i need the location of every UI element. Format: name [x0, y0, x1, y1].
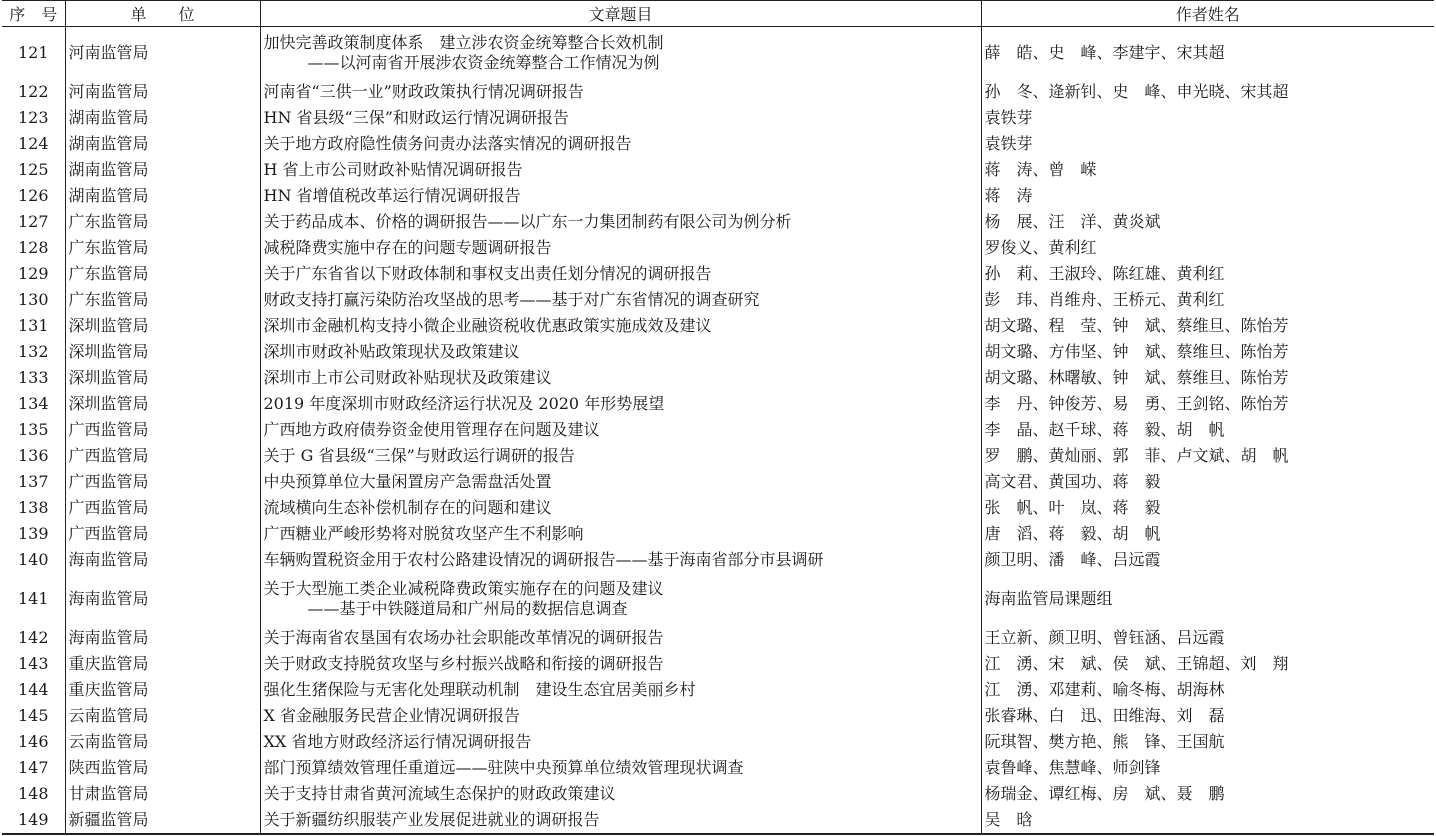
row-unit: 广西监管局: [65, 495, 260, 521]
row-title: 2019 年度深圳市财政经济运行状况及 2020 年形势展望: [260, 391, 981, 417]
table-row: [2, 209, 1434, 235]
row-author: 江 湧、宋 斌、侯 斌、王锦超、刘 翔: [984, 654, 1289, 673]
row-number: 143: [2, 651, 65, 677]
row-unit: 河南监管局: [65, 79, 260, 105]
row-title: 关于 G 省县级“三保”与财政运行调研的报告: [260, 443, 981, 469]
row-unit: 海南监管局: [65, 573, 260, 625]
table-row: [2, 677, 1434, 703]
row-title: 深圳市财政补贴政策现状及政策建议: [260, 339, 981, 365]
row-title: [260, 573, 981, 625]
table-row: [2, 781, 1434, 807]
row-author: 胡文璐、林曙敏、钟 斌、蔡维旦、陈怡芳: [984, 368, 1289, 387]
row-number: 122: [2, 79, 65, 105]
row-author: 胡文璐、方伟坚、钟 斌、蔡维旦、陈怡芳: [984, 342, 1289, 361]
row-author: 王立新、颜卫明、曾钰涵、吕远霞: [984, 628, 1225, 647]
row-title: 财政支持打赢污染防治攻坚战的思考——基于对广东省情况的调查研究: [260, 287, 981, 313]
table-row: [2, 417, 1434, 443]
row-number: 137: [2, 469, 65, 495]
row-unit: 广西监管局: [65, 417, 260, 443]
row-unit: 广西监管局: [65, 469, 260, 495]
table-row: [2, 157, 1434, 183]
row-title: 车辆购置税资金用于农村公路建设情况的调研报告——基于海南省部分市县调研: [260, 547, 981, 573]
row-author: 李 丹、钟俊芳、易 勇、王剑铭、陈怡芳: [984, 394, 1289, 413]
row-number: 127: [2, 209, 65, 235]
row-number: 124: [2, 131, 65, 157]
row-title: X 省金融服务民营企业情况调研报告: [260, 703, 981, 729]
row-author: 高文君、黄国功、蒋 毅: [984, 472, 1161, 491]
row-unit: 广东监管局: [65, 287, 260, 313]
row-unit: 湖南监管局: [65, 131, 260, 157]
table-row: [2, 521, 1434, 547]
row-author: 薛 皓、史 峰、李建宇、宋其超: [984, 43, 1225, 62]
row-author: 李 晶、赵千球、蒋 毅、胡 帆: [984, 420, 1225, 439]
row-author: 海南监管局课题组: [984, 589, 1113, 608]
row-number: 138: [2, 495, 65, 521]
row-title: 河南省“三供一业”财政政策执行情况调研报告: [260, 79, 981, 105]
table-row: [2, 755, 1434, 781]
row-unit: 云南监管局: [65, 703, 260, 729]
row-author: 袁鲁峰、焦慧峰、师剑锋: [984, 758, 1161, 777]
row-number: 145: [2, 703, 65, 729]
row-number: 139: [2, 521, 65, 547]
row-author: 张睿琳、白 迅、田维海、刘 磊: [984, 706, 1225, 725]
row-number: 149: [2, 807, 65, 834]
row-unit: 陕西监管局: [65, 755, 260, 781]
row-number: 133: [2, 365, 65, 391]
table-row: [2, 313, 1434, 339]
row-number: 136: [2, 443, 65, 469]
row-number: 123: [2, 105, 65, 131]
row-unit: 云南监管局: [65, 729, 260, 755]
row-author: 张 帆、叶 岚、蒋 毅: [984, 498, 1161, 517]
row-title: 关于财政支持脱贫攻坚与乡村振兴战略和衔接的调研报告: [260, 651, 981, 677]
row-author: 罗 鹏、黄灿丽、郭 菲、卢文斌、胡 帆: [984, 446, 1289, 465]
table-row: [2, 703, 1434, 729]
row-author: 吴 晗: [981, 807, 1434, 834]
row-title: 广西地方政府债券资金使用管理存在问题及建议: [260, 417, 981, 443]
row-author: 江 湧、邓建莉、喻冬梅、胡海林: [984, 680, 1225, 699]
row-unit: 深圳监管局: [65, 313, 260, 339]
row-author: 彭 玮、肖维舟、王桥元、黄利红: [984, 290, 1225, 309]
row-title: 关于广东省省以下财政体制和事权支出责任划分情况的调研报告: [260, 261, 981, 287]
row-title: 深圳市金融机构支持小微企业融资税收优惠政策实施成效及建议: [260, 313, 981, 339]
row-number: 126: [2, 183, 65, 209]
row-number: 144: [2, 677, 65, 703]
row-number: 140: [2, 547, 65, 573]
row-title-line1: 关于大型施工类企业减税降费政策实施存在的问题及建议: [263, 579, 664, 598]
row-title: 流域横向生态补偿机制存在的问题和建议: [260, 495, 981, 521]
row-title-line2: ——基于中铁隧道局和广州局的数据信息调查: [307, 599, 628, 618]
row-title: HN 省县级“三保”和财政运行情况调研报告: [260, 105, 981, 131]
row-unit: 湖南监管局: [65, 183, 260, 209]
table-row: [2, 339, 1434, 365]
table-row: [2, 27, 1434, 80]
table-body: [2, 27, 1434, 835]
row-unit: 重庆监管局: [65, 651, 260, 677]
row-title: 关于地方政府隐性债务问责办法落实情况的调研报告: [260, 131, 981, 157]
table-row: [2, 105, 1434, 131]
row-unit: 甘肃监管局: [65, 781, 260, 807]
row-title: 部门预算绩效管理任重道远——驻陕中央预算单位绩效管理现状调查: [260, 755, 981, 781]
table-row: [2, 495, 1434, 521]
row-unit: 深圳监管局: [65, 365, 260, 391]
row-author: 蒋 涛、曾 嵘: [984, 160, 1097, 179]
row-title: [260, 27, 981, 80]
row-title: HN 省增值税改革运行情况调研报告: [260, 183, 981, 209]
table-row: [2, 365, 1434, 391]
row-unit: 深圳监管局: [65, 339, 260, 365]
row-unit: 广东监管局: [65, 261, 260, 287]
row-number: 128: [2, 235, 65, 261]
row-title: XX 省地方财政经济运行情况调研报告: [260, 729, 981, 755]
row-number: 142: [2, 625, 65, 651]
table-row: [2, 235, 1434, 261]
table-row: [2, 469, 1434, 495]
row-author: 阮琪智、樊方艳、熊 锋、王国航: [984, 732, 1225, 751]
row-number: 146: [2, 729, 65, 755]
row-title: H 省上市公司财政补贴情况调研报告: [260, 157, 981, 183]
row-title: 广西糖业严峻形势将对脱贫攻坚产生不利影响: [260, 521, 981, 547]
row-author: 孙 冬、逄新钊、史 峰、申光晓、宋其超: [984, 82, 1289, 101]
row-number: 134: [2, 391, 65, 417]
row-title-line1: 加快完善政策制度体系 建立涉农资金统筹整合长效机制: [263, 33, 664, 52]
row-title: 强化生猪保险与无害化处理联动机制 建设生态宜居美丽乡村: [260, 677, 981, 703]
row-title: 中央预算单位大量闲置房产急需盘活处置: [260, 469, 981, 495]
table-row: [2, 287, 1434, 313]
row-number: 130: [2, 287, 65, 313]
header-title: 文章题目: [260, 1, 981, 27]
table-row: [2, 729, 1434, 755]
header-number: 序 号: [2, 1, 65, 27]
row-number: 132: [2, 339, 65, 365]
row-author: 袁铁芽: [984, 134, 1033, 153]
table-row: [2, 625, 1434, 651]
row-number: 129: [2, 261, 65, 287]
row-author: 罗俊义、黄利红: [984, 238, 1097, 257]
row-author: 孙 莉、王淑玲、陈红雄、黄利红: [984, 264, 1225, 283]
row-author: 蒋 涛: [984, 186, 1033, 205]
row-title-line2: ——以河南省开展涉农资金统筹整合工作情况为例: [307, 53, 660, 72]
table-row: [2, 651, 1434, 677]
table-row: [2, 131, 1434, 157]
row-unit: 广东监管局: [65, 209, 260, 235]
row-title: 减税降费实施中存在的问题专题调研报告: [260, 235, 981, 261]
table-row: [2, 807, 1434, 834]
row-unit: 湖南监管局: [65, 105, 260, 131]
row-unit: 广东监管局: [65, 235, 260, 261]
row-author: 颜卫明、潘 峰、吕远霞: [984, 550, 1161, 569]
row-unit: 河南监管局: [65, 27, 260, 80]
row-author: 杨瑞金、谭红梅、房 斌、聂 鹏: [984, 784, 1225, 803]
row-author: 胡文璐、程 莹、钟 斌、蔡维旦、陈怡芳: [984, 316, 1289, 335]
row-number: 131: [2, 313, 65, 339]
row-unit: 新疆监管局: [65, 807, 260, 834]
row-number: 141: [2, 573, 65, 625]
row-unit: 深圳监管局: [65, 391, 260, 417]
row-title: 关于药品成本、价格的调研报告——以广东一力集团制药有限公司为例分析: [260, 209, 981, 235]
row-number: 121: [2, 27, 65, 80]
row-title: 深圳市上市公司财政补贴现状及政策建议: [260, 365, 981, 391]
row-unit: 海南监管局: [65, 625, 260, 651]
row-unit: 广西监管局: [65, 443, 260, 469]
row-title: 关于海南省农垦国有农场办社会职能改革情况的调研报告: [260, 625, 981, 651]
row-unit: 重庆监管局: [65, 677, 260, 703]
header-unit: 单 位: [65, 1, 260, 27]
table-row: [2, 573, 1434, 625]
row-author: 袁铁芽: [984, 108, 1033, 127]
table-row: [2, 391, 1434, 417]
row-unit: 海南监管局: [65, 547, 260, 573]
table-row: [2, 443, 1434, 469]
table-header-row: [2, 1, 1434, 27]
row-number: 148: [2, 781, 65, 807]
header-author: 作者姓名: [981, 1, 1434, 27]
row-number: 125: [2, 157, 65, 183]
row-number: 135: [2, 417, 65, 443]
table-row: [2, 183, 1434, 209]
row-unit: 湖南监管局: [65, 157, 260, 183]
row-title: 关于支持甘肃省黄河流域生态保护的财政政策建议: [260, 781, 981, 807]
row-unit: 广西监管局: [65, 521, 260, 547]
row-author: 杨 展、汪 洋、黄炎斌: [984, 212, 1161, 231]
row-author: 唐 滔、蒋 毅、胡 帆: [984, 524, 1161, 543]
table-row: [2, 547, 1434, 573]
row-title: 关于新疆纺织服装产业发展促进就业的调研报告: [260, 807, 981, 834]
table-row: [2, 261, 1434, 287]
row-number: 147: [2, 755, 65, 781]
table-row: [2, 79, 1434, 105]
articles-table: [2, 0, 1434, 835]
